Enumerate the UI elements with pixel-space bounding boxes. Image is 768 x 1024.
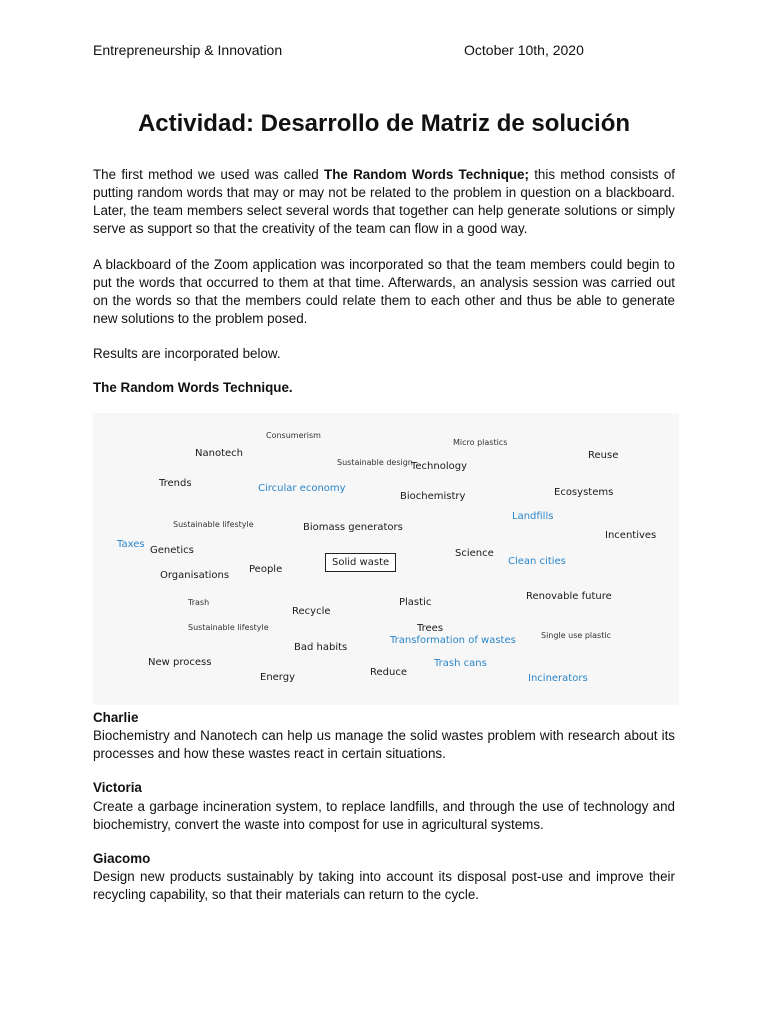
member-idea-victoria: Create a garbage incineration system, to replace landfills, and through the use of technology and biochemistry, convert the waste into compost for use in agricultural systems. <box>93 799 675 832</box>
board-word: Plastic <box>399 597 432 608</box>
board-word: People <box>249 564 283 575</box>
board-word: Genetics <box>150 545 194 556</box>
board-word: Recycle <box>292 606 331 617</box>
course-name: Entrepreneurship & Innovation <box>93 42 283 58</box>
board-word: Ecosystems <box>554 487 614 498</box>
board-word: Transformation of wastes <box>390 635 516 646</box>
board-word: Nanotech <box>195 448 243 459</box>
paragraph-results: Results are incorporated below. <box>93 346 281 361</box>
board-word: Bad habits <box>294 642 348 653</box>
board-word: Trees <box>417 623 444 634</box>
board-word: Micro plastics <box>453 438 508 447</box>
member-name-giacomo: Giacomo <box>93 851 151 866</box>
board-word: Single use plastic <box>541 631 611 640</box>
board-word: Biomass generators <box>303 522 403 533</box>
paragraph-zoom: A blackboard of the Zoom application was incorporated so that the team members could begin to put the words that occurred to them at that time. Afterwards, an analysis session was carried out on the words so that the members could relate them to each other and thus be able to generate new solutions to the problem posed. <box>93 257 675 326</box>
board-word: Reuse <box>588 450 619 461</box>
member-name-victoria: Victoria <box>93 780 142 795</box>
section-title: The Random Words Technique. <box>93 380 293 395</box>
board-word: Circular economy <box>258 483 346 494</box>
board-word: Science <box>455 548 494 559</box>
board-word: Trash cans <box>434 658 487 669</box>
board-word: Incentives <box>605 530 657 541</box>
paragraph-method-intro: The first method we used was called <box>93 167 325 182</box>
member-idea-giacomo: Design new products sustainably by taking into account its disposal post-use and improve their recycling capability, so that their materials can return to the cycle. <box>93 869 675 902</box>
member-name-charlie: Charlie <box>93 710 139 725</box>
board-word: Organisations <box>160 570 230 581</box>
board-word: Incinerators <box>528 673 588 684</box>
board-word: Energy <box>260 672 296 683</box>
board-word-highlighted: Solid waste <box>325 553 396 572</box>
page-title: Actividad: Desarrollo de Matriz de solución <box>137 110 631 137</box>
board-word: Landfills <box>512 511 554 522</box>
board-word: Reduce <box>370 667 407 678</box>
board-word: Sustainable design <box>337 458 413 467</box>
board-word: Technology <box>411 461 468 472</box>
board-word: Trash <box>188 598 210 607</box>
paragraph-method-body: this method consists of putting random words that may or may not be related to the problem in question on a blackboard. Later, the team members select several words that together can help generate solutions or simply serve as support so that the creativity of the team can flow in a good way. <box>93 167 676 236</box>
board-word: Sustainable lifestyle <box>173 520 254 529</box>
board-word: Trends <box>159 478 192 489</box>
board-word: Taxes <box>117 539 145 550</box>
document-date: October 10th, 2020 <box>464 42 584 58</box>
random-words-board <box>93 413 679 705</box>
board-word: Biochemistry <box>400 491 466 502</box>
technique-name: The Random Words Technique; <box>324 167 529 182</box>
board-word: Consumerism <box>266 431 321 440</box>
paragraph-method <box>93 166 675 238</box>
board-word: Clean cities <box>508 556 566 567</box>
board-word: New process <box>148 657 212 668</box>
board-word: Sustainable lifestyle <box>188 623 269 632</box>
member-idea-charlie: Biochemistry and Nanotech can help us manage the solid wastes problem with research about its processes and how these wastes react in certain situations. <box>93 728 675 761</box>
board-word: Renovable future <box>526 591 612 602</box>
